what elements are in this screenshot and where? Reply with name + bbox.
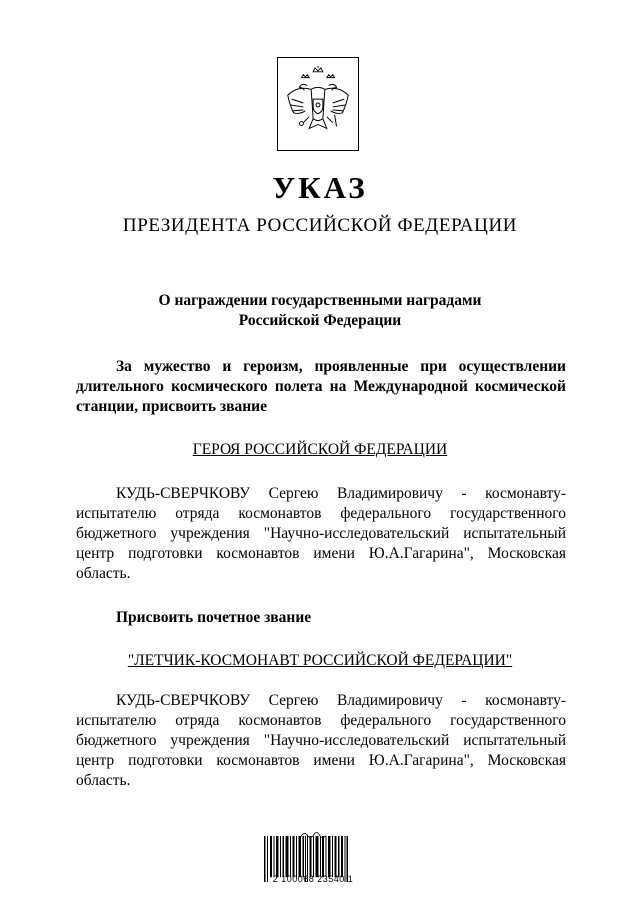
document-title: УКАЗ [272,170,368,205]
barcode-number: 2 100068 23540 1 [272,874,354,884]
paragraph-recipient-2: КУДЬ-СВЕРЧКОВУ Сергею Владимировичу - космонавту-испытателю отряда космонавтов федерального государственного бюджетного учреждения "Научно-исследовательский испытательный центр подготовки космонавтов имени Ю.А.Гагарина", Московская область. [76,692,566,789]
paragraph-recipient-1: КУДЬ-СВЕРЧКОВУ Сергею Владимировичу - космонавту-испытателю отряда космонавтов федерального государственного бюджетного учреждения "Научно-исследовательский испытательный центр подготовки космонавтов имени Ю.А.Гагарина", Московская область. [76,485,566,582]
decree-heading-line2: Российской Федерации [238,312,402,329]
rank-hero-label: ГЕРОЯ РОССИЙСКОЙ ФЕДЕРАЦИИ [192,441,448,458]
document-subtitle: ПРЕЗИДЕНТА РОССИЙСКОЙ ФЕДЕРАЦИИ [122,215,518,236]
paragraph-honorary-title: Присвоить почетное звание [116,609,312,626]
rank-pilot-cosmonaut [0,652,640,670]
decree-heading [0,291,640,331]
decree-heading-line1: О награждении государственными наградами [158,292,482,309]
coat-of-arms-icon [277,57,359,151]
rank-hero [0,441,640,459]
rank-pilot-cosmonaut-label: "ЛЕТЧИК-КОСМОНАВТ РОССИЙСКОЙ ФЕДЕРАЦИИ" [127,652,513,669]
paragraph-award-reason: За мужество и героизм, проявленные при осуществлении длительного космического полета на Международной космической станции, присвоить звание [76,358,566,415]
